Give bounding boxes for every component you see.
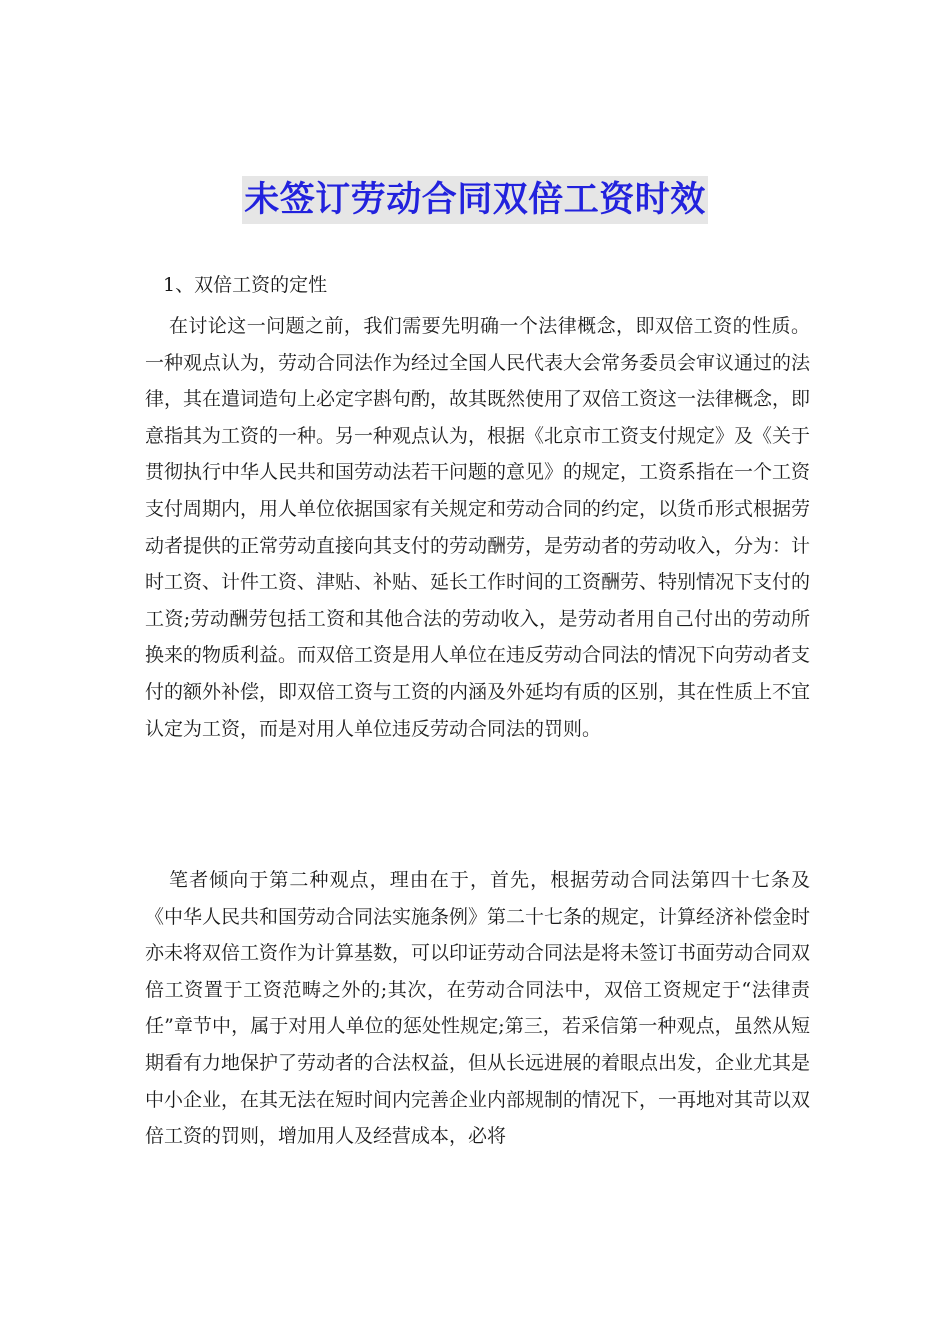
section-heading: 1、双倍工资的定性 <box>163 274 328 296</box>
body-paragraph: 笔者倾向于第二种观点，理由在于，首先，根据劳动合同法第四十七条及《中华人民共和国劳动合同法实施条例》第二十七条的规定，计算经济补偿金时亦未将双倍工资作为计算基数，可以印证劳动合同法是将未签订书面劳动合同双倍工资置于工资范畴之外的;其次，在劳动合同法中，双倍工资规定于“法律责任”章节中，属于对用人单位的惩处性规定;第三，若采信第一种观点，虽然从短期看有力地保护了劳动者的合法权益，但从长远进展的着眼点出发，企业尤其是中小企业，在其无法在短时间内完善企业内部规制的情况下，一再地对其苛以双倍工资的罚则，增加用人及经营成本，必将 <box>145 869 811 1148</box>
title-block <box>0 176 950 224</box>
document-title: 未签订劳动合同双倍工资时效 <box>242 176 708 224</box>
body-paragraph: 在讨论这一问题之前，我们需要先明确一个法律概念，即双倍工资的性质。一种观点认为，劳动合同法作为经过全国人民代表大会常务委员会审议通过的法律，其在遣词造句上必定字斟句酌，故其既然使用了双倍工资这一法律概念，即意指其为工资的一种。另一种观点认为，根据《北京市工资支付规定》及《关于贯彻执行中华人民共和国劳动法若干问题的意见》的规定，工资系指在一个工资支付周期内，用人单位依据国家有关规定和劳动合同的约定，以货币形式根据劳动者提供的正常劳动直接向其支付的劳动酬劳，是劳动者的劳动收入，分为：计时工资、计件工资、津贴、补贴、延长工作时间的工资酬劳、特别情况下支付的工资;劳动酬劳包括工资和其他合法的劳动收入，是劳动者用自己付出的劳动所换来的物质利益。而双倍工资是用人单位在违反劳动合同法的情况下向劳动者支付的额外补偿，即双倍工资与工资的内涵及外延均有质的区别，其在性质上不宜认定为工资，而是对用人单位违反劳动合同法的罚则。 <box>145 315 811 740</box>
